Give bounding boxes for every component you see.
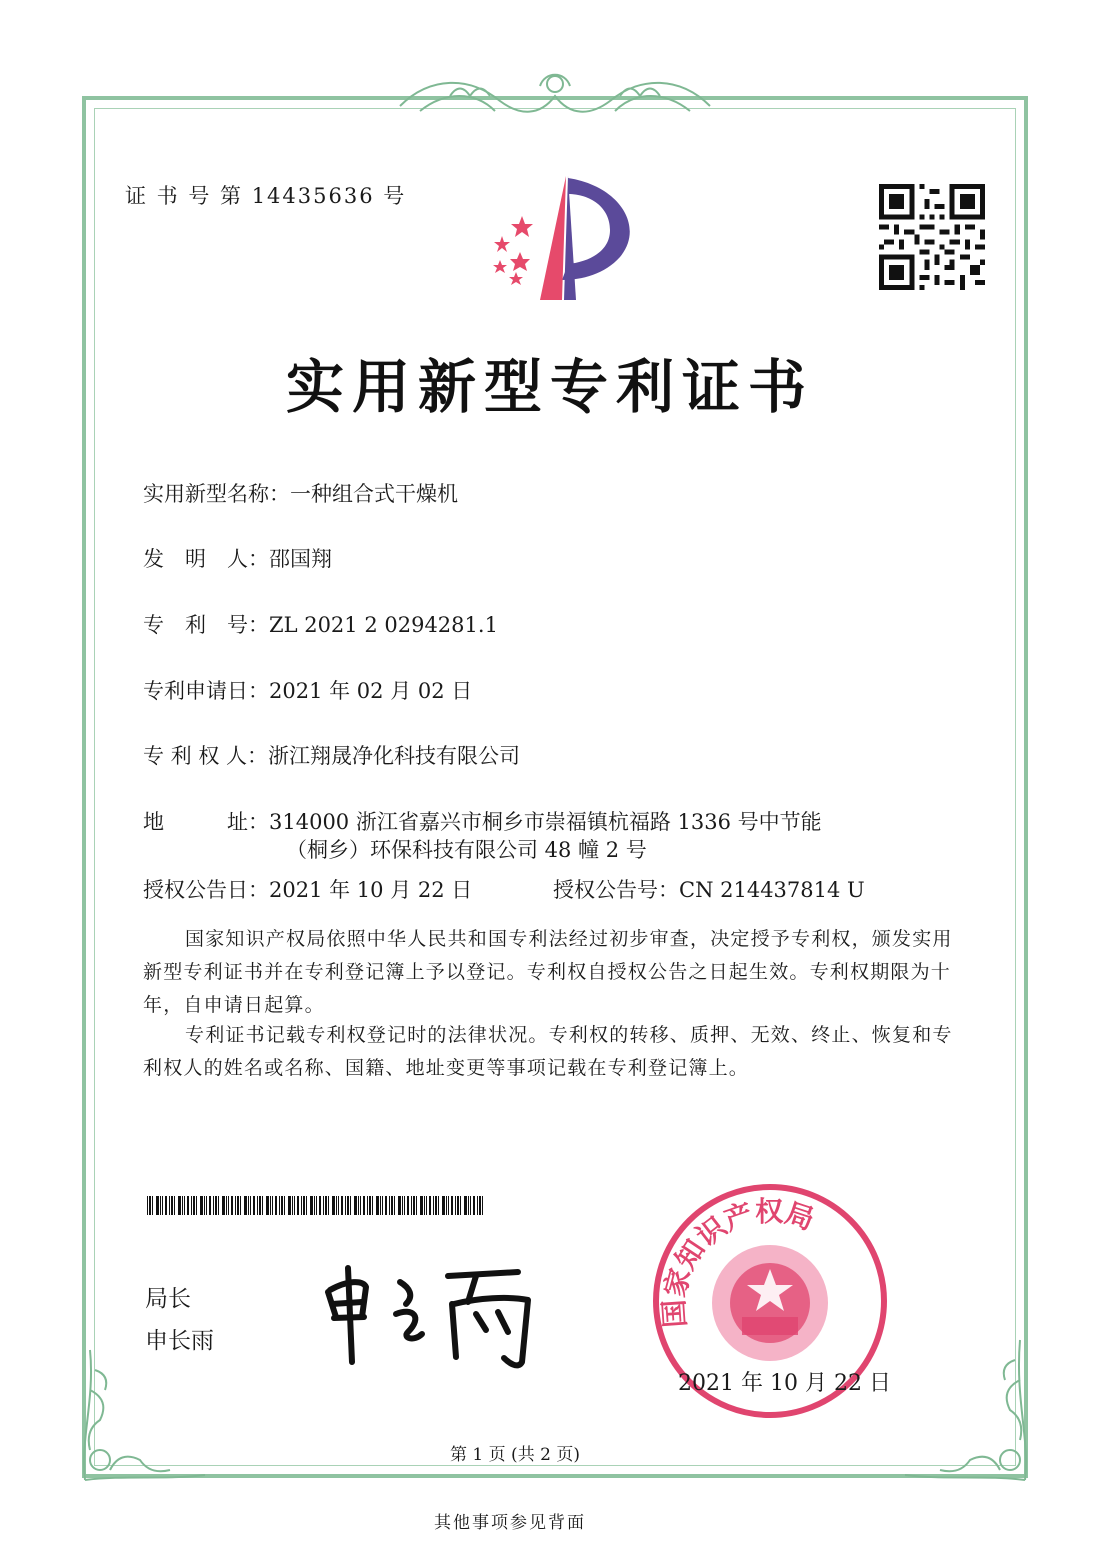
certificate-number: 证 书 号 第 14435636 号 (125, 184, 407, 208)
grant-date-row (143, 874, 472, 904)
body-paragraph-1: 国家知识产权局依照中华人民共和国专利法经过初步审查，决定授予专利权，颁发实用新型专利证书并在专利登记簿上予以登记。专利权自授权公告之日起生效。专利权期限为十年，自申请日起算。 (143, 928, 953, 1016)
utility-model-name-label: 实用新型名称： (143, 482, 290, 506)
inventor-row (143, 543, 332, 573)
address-row (143, 806, 822, 836)
inventor-label: 发 明 人： (143, 547, 269, 571)
patent-number-label: 专 利 号： (143, 613, 269, 637)
inventor-value: 邵国翔 (269, 547, 332, 571)
patentee-row (143, 740, 520, 770)
address-line-2: （桐乡）环保科技有限公司 48 幢 2 号 (286, 838, 647, 862)
barcode (147, 1196, 484, 1215)
utility-model-name-row (143, 478, 458, 508)
page-number: 第 1 页 (共 2 页) (450, 1445, 580, 1465)
grant-publication-number-label: 授权公告号： (553, 878, 679, 902)
director-signature (318, 1262, 553, 1372)
seal-date: 2021 年 10 月 22 日 (678, 1371, 891, 1396)
address-line-1: 314000 浙江省嘉兴市桐乡市崇福镇杭福路 1336 号中节能 (269, 810, 822, 834)
address-label: 地 址： (143, 810, 269, 834)
top-ornament (390, 66, 720, 126)
footer-note: 其他事项参见背面 (434, 1513, 586, 1533)
patent-number-value: ZL 2021 2 0294281.1 (269, 613, 498, 637)
grant-date-label: 授权公告日： (143, 878, 269, 902)
utility-model-name-value: 一种组合式干燥机 (290, 482, 458, 506)
qr-code (878, 184, 986, 290)
application-date-value: 2021 年 02 月 02 日 (269, 679, 473, 703)
certificate-title: 实用新型专利证书 (285, 353, 814, 421)
application-date-row (143, 675, 472, 705)
seal-text: 国家知识产权局 (657, 1194, 819, 1329)
application-date-label: 专利申请日： (143, 679, 269, 703)
body-paragraph-2: 专利证书记载专利权登记时的法律状况。专利权的转移、质押、无效、终止、恢复和专利权人的姓名或名称、国籍、地址变更等事项记载在专利登记簿上。 (143, 1024, 953, 1079)
director-name: 申长雨 (145, 1328, 214, 1354)
patent-number-row (143, 609, 498, 639)
director-title: 局长 (145, 1286, 191, 1312)
grant-date-value: 2021 年 10 月 22 日 (269, 878, 473, 902)
patentee-value: 浙江翔晟净化科技有限公司 (268, 744, 521, 768)
grant-publication-number-row (553, 874, 865, 904)
patentee-label: 专 利 权 人： (143, 744, 269, 768)
patent-office-logo (470, 172, 640, 302)
grant-publication-number-value: CN 214437814 U (679, 878, 865, 902)
